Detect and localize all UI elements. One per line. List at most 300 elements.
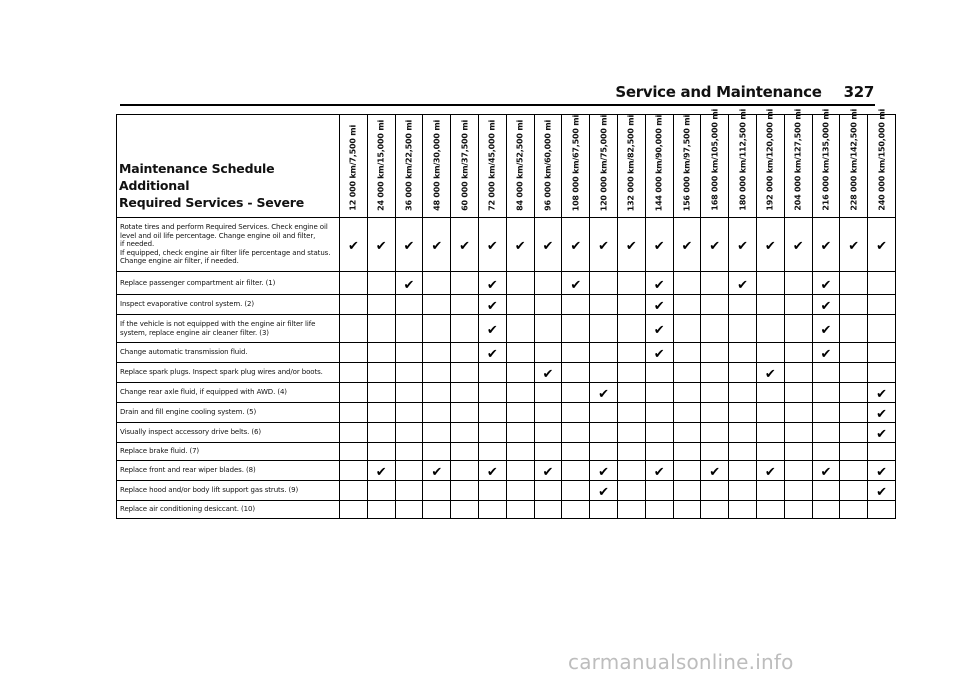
interval-cell xyxy=(340,295,368,315)
check-icon xyxy=(708,240,721,253)
interval-cell xyxy=(812,501,840,519)
check-icon xyxy=(486,466,499,479)
interval-cell xyxy=(506,501,534,519)
interval-cell xyxy=(478,423,506,443)
interval-cell xyxy=(423,315,451,343)
interval-cell xyxy=(701,363,729,383)
interval-cell xyxy=(590,443,618,461)
check-icon xyxy=(597,486,610,499)
task-description xyxy=(117,315,340,343)
table-row xyxy=(117,295,896,315)
watermark: carmanualsonline.info xyxy=(568,650,794,674)
interval-cell xyxy=(701,461,729,481)
task-description xyxy=(117,343,340,363)
interval-cell xyxy=(506,272,534,295)
interval-cell xyxy=(729,383,757,403)
interval-cell xyxy=(868,343,896,363)
interval-cell xyxy=(868,403,896,423)
interval-cell xyxy=(701,481,729,501)
task-description xyxy=(117,481,340,501)
table-title-line: Required Services - Severe xyxy=(119,195,305,210)
interval-cell xyxy=(395,423,423,443)
interval-cell xyxy=(534,218,562,272)
interval-cell xyxy=(617,218,645,272)
interval-cell xyxy=(367,423,395,443)
check-icon xyxy=(347,240,360,253)
interval-cell xyxy=(395,461,423,481)
check-icon xyxy=(458,240,471,253)
interval-cell xyxy=(340,501,368,519)
check-icon xyxy=(375,466,388,479)
interval-cell xyxy=(340,481,368,501)
interval-cell xyxy=(478,383,506,403)
task-description xyxy=(117,383,340,403)
interval-cell xyxy=(562,403,590,423)
interval-cell xyxy=(506,461,534,481)
interval-cell xyxy=(451,363,479,383)
interval-cell xyxy=(784,461,812,481)
interval-cell xyxy=(673,443,701,461)
interval-cell xyxy=(590,315,618,343)
check-icon xyxy=(569,279,582,292)
table-body xyxy=(117,218,896,519)
interval-cell xyxy=(729,343,757,363)
check-icon xyxy=(875,408,888,421)
task-text-line: system, replace engine air cleaner filter. (3) xyxy=(120,328,269,337)
interval-cell xyxy=(506,218,534,272)
interval-header xyxy=(812,109,840,218)
interval-cell xyxy=(812,295,840,315)
interval-cell xyxy=(756,403,784,423)
interval-cell xyxy=(645,403,673,423)
interval-cell xyxy=(395,481,423,501)
interval-cell xyxy=(395,501,423,519)
check-icon xyxy=(875,428,888,441)
check-icon xyxy=(653,466,666,479)
interval-cell xyxy=(451,481,479,501)
table-row xyxy=(117,481,896,501)
interval-label: 48 000 km/30,000 mi xyxy=(432,120,442,211)
interval-header xyxy=(701,109,729,218)
check-icon xyxy=(541,368,554,381)
header-rule xyxy=(120,104,875,106)
interval-cell xyxy=(756,423,784,443)
interval-cell xyxy=(423,272,451,295)
table-title xyxy=(117,115,340,218)
table-row xyxy=(117,423,896,443)
interval-cell xyxy=(645,363,673,383)
interval-cell xyxy=(367,295,395,315)
interval-cell xyxy=(812,443,840,461)
interval-cell xyxy=(562,295,590,315)
table-title-line: Maintenance Schedule Additional xyxy=(119,161,275,193)
interval-header xyxy=(645,115,673,218)
interval-cell xyxy=(534,363,562,383)
interval-cell xyxy=(673,481,701,501)
interval-cell xyxy=(617,403,645,423)
interval-cell xyxy=(617,383,645,403)
interval-cell xyxy=(840,218,868,272)
task-text-line: Replace hood and/or body lift support gas struts. (9) xyxy=(120,486,299,495)
interval-cell xyxy=(395,343,423,363)
check-icon xyxy=(402,279,415,292)
interval-cell xyxy=(840,363,868,383)
interval-cell xyxy=(617,343,645,363)
check-icon xyxy=(653,240,666,253)
check-icon xyxy=(653,279,666,292)
task-text-line: Change engine air filter, if needed. xyxy=(120,257,239,266)
interval-cell xyxy=(534,295,562,315)
interval-cell xyxy=(562,315,590,343)
interval-cell xyxy=(451,315,479,343)
interval-cell xyxy=(673,315,701,343)
interval-cell xyxy=(812,423,840,443)
interval-label: 12 000 km/7,500 mi xyxy=(348,125,358,211)
interval-cell xyxy=(868,363,896,383)
interval-cell xyxy=(534,343,562,363)
interval-cell xyxy=(617,423,645,443)
interval-cell xyxy=(729,403,757,423)
interval-cell xyxy=(812,481,840,501)
interval-cell xyxy=(478,443,506,461)
interval-cell xyxy=(478,461,506,481)
interval-cell xyxy=(673,272,701,295)
interval-cell xyxy=(340,423,368,443)
interval-cell xyxy=(395,295,423,315)
interval-cell xyxy=(812,383,840,403)
interval-cell xyxy=(756,363,784,383)
interval-cell xyxy=(562,443,590,461)
interval-cell xyxy=(423,295,451,315)
task-text-line: If equipped, check engine air filter life percentage and status. xyxy=(120,248,331,257)
check-icon xyxy=(430,466,443,479)
interval-header xyxy=(534,115,562,218)
interval-cell xyxy=(506,315,534,343)
table-row xyxy=(117,218,896,272)
interval-cell xyxy=(562,461,590,481)
check-icon xyxy=(597,240,610,253)
interval-cell xyxy=(812,403,840,423)
interval-cell xyxy=(784,363,812,383)
interval-header xyxy=(784,109,812,218)
task-description xyxy=(117,363,340,383)
check-icon xyxy=(819,300,832,313)
interval-cell xyxy=(395,363,423,383)
check-icon xyxy=(875,388,888,401)
interval-label: 120 000 km/75,000 mi xyxy=(599,114,609,211)
interval-header xyxy=(756,109,784,218)
interval-cell xyxy=(756,218,784,272)
interval-cell xyxy=(367,501,395,519)
check-icon xyxy=(764,466,777,479)
check-icon xyxy=(875,240,888,253)
interval-cell xyxy=(645,272,673,295)
interval-header xyxy=(423,115,451,218)
interval-cell xyxy=(534,403,562,423)
interval-cell xyxy=(451,403,479,423)
interval-cell xyxy=(868,218,896,272)
interval-header xyxy=(840,109,868,218)
interval-cell xyxy=(395,403,423,423)
interval-cell xyxy=(590,461,618,481)
interval-cell xyxy=(423,443,451,461)
interval-cell xyxy=(506,343,534,363)
interval-cell xyxy=(840,501,868,519)
interval-cell xyxy=(729,295,757,315)
interval-cell xyxy=(756,461,784,481)
interval-cell xyxy=(784,443,812,461)
task-text-line: Rotate tires and perform Required Services. Check engine oil xyxy=(120,223,328,232)
interval-cell xyxy=(868,461,896,481)
interval-cell xyxy=(701,501,729,519)
interval-cell xyxy=(868,383,896,403)
check-icon xyxy=(653,300,666,313)
interval-cell xyxy=(478,363,506,383)
page-header xyxy=(0,80,874,104)
interval-cell xyxy=(367,461,395,481)
table-row xyxy=(117,363,896,383)
interval-cell xyxy=(340,272,368,295)
interval-cell xyxy=(840,295,868,315)
interval-cell xyxy=(673,343,701,363)
check-icon xyxy=(875,466,888,479)
task-description xyxy=(117,272,340,295)
interval-cell xyxy=(840,272,868,295)
interval-cell xyxy=(367,218,395,272)
interval-cell xyxy=(478,272,506,295)
check-icon xyxy=(819,466,832,479)
interval-cell xyxy=(562,363,590,383)
interval-cell xyxy=(506,443,534,461)
interval-cell xyxy=(395,218,423,272)
interval-cell xyxy=(812,218,840,272)
interval-cell xyxy=(534,461,562,481)
interval-cell xyxy=(673,383,701,403)
check-icon xyxy=(819,348,832,361)
interval-cell xyxy=(673,295,701,315)
interval-cell xyxy=(617,481,645,501)
interval-cell xyxy=(617,272,645,295)
interval-cell xyxy=(645,481,673,501)
interval-cell xyxy=(423,501,451,519)
interval-cell xyxy=(729,423,757,443)
interval-cell xyxy=(340,383,368,403)
interval-cell xyxy=(756,295,784,315)
interval-cell xyxy=(840,403,868,423)
check-icon xyxy=(819,240,832,253)
check-icon xyxy=(541,240,554,253)
interval-cell xyxy=(451,443,479,461)
interval-cell xyxy=(340,461,368,481)
interval-cell xyxy=(590,501,618,519)
task-description xyxy=(117,443,340,461)
interval-cell xyxy=(590,481,618,501)
interval-cell xyxy=(840,443,868,461)
interval-cell xyxy=(395,443,423,461)
check-icon xyxy=(708,466,721,479)
interval-cell xyxy=(534,443,562,461)
interval-cell xyxy=(340,443,368,461)
check-icon xyxy=(541,466,554,479)
interval-cell xyxy=(840,461,868,481)
interval-cell xyxy=(534,423,562,443)
task-description xyxy=(117,403,340,423)
task-text-line: if needed. xyxy=(120,240,155,249)
interval-cell xyxy=(423,481,451,501)
interval-cell xyxy=(423,403,451,423)
interval-cell xyxy=(701,343,729,363)
interval-cell xyxy=(478,295,506,315)
interval-cell xyxy=(840,343,868,363)
interval-cell xyxy=(590,218,618,272)
table-header-row xyxy=(117,115,896,218)
task-text-line: Replace front and rear wiper blades. (8) xyxy=(120,466,256,475)
task-text-line: Inspect evaporative control system. (2) xyxy=(120,300,254,309)
interval-cell xyxy=(812,272,840,295)
interval-cell xyxy=(478,481,506,501)
interval-cell xyxy=(423,363,451,383)
interval-cell xyxy=(701,443,729,461)
check-icon xyxy=(486,240,499,253)
interval-cell xyxy=(645,383,673,403)
interval-cell xyxy=(590,403,618,423)
task-text-line: Replace spark plugs. Inspect spark plug wires and/or boots. xyxy=(120,368,323,377)
check-icon xyxy=(680,240,693,253)
interval-cell xyxy=(506,363,534,383)
interval-cell xyxy=(562,272,590,295)
interval-label: 192 000 km/120,000 mi xyxy=(765,109,775,211)
interval-cell xyxy=(673,403,701,423)
check-icon xyxy=(597,466,610,479)
interval-cell xyxy=(729,501,757,519)
interval-cell xyxy=(756,383,784,403)
interval-cell xyxy=(451,343,479,363)
interval-label: 228 000 km/142,500 mi xyxy=(849,109,859,211)
interval-cell xyxy=(868,423,896,443)
interval-cell xyxy=(729,363,757,383)
interval-cell xyxy=(340,315,368,343)
interval-label: 180 000 km/112,500 mi xyxy=(738,109,748,211)
interval-cell xyxy=(812,363,840,383)
interval-cell xyxy=(506,403,534,423)
interval-cell xyxy=(562,383,590,403)
check-icon xyxy=(402,240,415,253)
check-icon xyxy=(597,388,610,401)
interval-cell xyxy=(840,481,868,501)
interval-cell xyxy=(367,363,395,383)
check-icon xyxy=(486,279,499,292)
interval-cell xyxy=(423,423,451,443)
interval-cell xyxy=(340,403,368,423)
interval-cell xyxy=(395,315,423,343)
interval-header xyxy=(340,115,368,218)
page-number: 327 xyxy=(843,83,874,101)
interval-label: 24 000 km/15,000 mi xyxy=(376,120,386,211)
interval-cell xyxy=(451,295,479,315)
interval-cell xyxy=(367,403,395,423)
interval-cell xyxy=(423,461,451,481)
interval-label: 60 000 km/37,500 mi xyxy=(460,120,470,211)
interval-cell xyxy=(451,423,479,443)
interval-header xyxy=(590,115,618,218)
check-icon xyxy=(875,486,888,499)
interval-cell xyxy=(617,315,645,343)
interval-cell xyxy=(423,383,451,403)
interval-cell xyxy=(451,383,479,403)
check-icon xyxy=(847,240,860,253)
interval-cell xyxy=(673,423,701,443)
interval-label: 168 000 km/105,000 mi xyxy=(710,109,720,211)
check-icon xyxy=(764,240,777,253)
interval-cell xyxy=(729,315,757,343)
interval-cell xyxy=(645,443,673,461)
interval-cell xyxy=(673,461,701,481)
task-text-line: Drain and fill engine cooling system. (5) xyxy=(120,408,257,417)
interval-cell xyxy=(395,272,423,295)
interval-label: 144 000 km/90,000 mi xyxy=(654,114,664,211)
interval-cell xyxy=(590,423,618,443)
interval-cell xyxy=(590,363,618,383)
interval-header xyxy=(868,109,896,218)
interval-cell xyxy=(645,343,673,363)
interval-cell xyxy=(840,315,868,343)
check-icon xyxy=(792,240,805,253)
interval-cell xyxy=(562,343,590,363)
interval-cell xyxy=(784,295,812,315)
interval-cell xyxy=(534,383,562,403)
interval-cell xyxy=(673,501,701,519)
interval-cell xyxy=(701,295,729,315)
task-text-line: If the vehicle is not equipped with the engine air filter life xyxy=(120,319,316,328)
interval-cell xyxy=(478,343,506,363)
interval-header xyxy=(478,115,506,218)
interval-label: 96 000 km/60,000 mi xyxy=(543,120,553,211)
check-icon xyxy=(486,324,499,337)
interval-cell xyxy=(868,443,896,461)
interval-cell xyxy=(451,218,479,272)
table-row xyxy=(117,343,896,363)
interval-header xyxy=(367,115,395,218)
interval-cell xyxy=(645,295,673,315)
task-text-line: Replace passenger compartment air filter. (1) xyxy=(120,278,276,287)
interval-cell xyxy=(562,218,590,272)
interval-cell xyxy=(506,423,534,443)
interval-cell xyxy=(701,403,729,423)
interval-cell xyxy=(367,383,395,403)
task-description xyxy=(117,501,340,519)
table-row xyxy=(117,501,896,519)
interval-cell xyxy=(562,481,590,501)
interval-cell xyxy=(756,481,784,501)
interval-cell xyxy=(645,218,673,272)
task-text-line: Replace air conditioning desiccant. (10) xyxy=(120,505,255,514)
interval-cell xyxy=(506,383,534,403)
interval-cell xyxy=(645,315,673,343)
interval-label: 204 000 km/127,500 mi xyxy=(793,109,803,211)
check-icon xyxy=(736,240,749,253)
interval-cell xyxy=(756,443,784,461)
interval-cell xyxy=(756,343,784,363)
check-icon xyxy=(514,240,527,253)
interval-header xyxy=(617,115,645,218)
interval-cell xyxy=(590,343,618,363)
interval-cell xyxy=(423,218,451,272)
interval-cell xyxy=(534,272,562,295)
interval-cell xyxy=(756,272,784,295)
interval-cell xyxy=(617,501,645,519)
interval-cell xyxy=(729,272,757,295)
interval-cell xyxy=(590,295,618,315)
